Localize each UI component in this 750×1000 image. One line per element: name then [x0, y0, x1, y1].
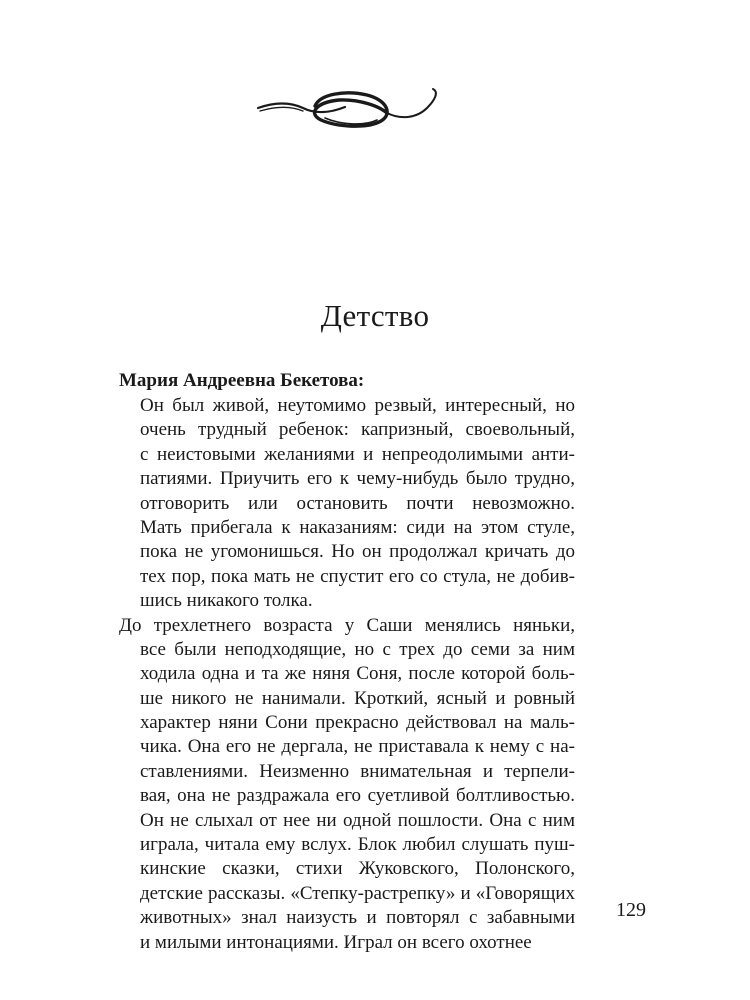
text-line: ше никого не нанимали. Кроткий, ясный и ровный [140, 687, 575, 709]
flourish-ornament-icon [255, 80, 445, 140]
text-line: отговорить или остановить почти невозможно. [140, 492, 575, 514]
text-line: вая, она не раздражала его суетливой болтливостью. [140, 785, 575, 807]
text-line: Он был живой, неутомимо резвый, интересный, но [140, 395, 575, 416]
page-number: 129 [616, 899, 646, 921]
text-line: ходила одна и та же няня Соня, после которой боль- [140, 663, 575, 685]
text-line: чика. Она его не дергала, не приставала к нему с на- [140, 736, 575, 758]
text-line: животных» знал наизусть и повторял с забавными [140, 907, 575, 929]
chapter-title: Детство [320, 298, 430, 333]
text-line: детские рассказы. «Степку-растрепку» и «Говорящих [140, 882, 575, 904]
text-line: кинские сказки, стихи Жуковского, Полонского, [140, 858, 575, 880]
text-line: ставлениями. Неизменно внимательная и терпели- [140, 760, 575, 782]
text-line: очень трудный ребенок: капризный, своевольный, [140, 419, 575, 441]
text-line: играла, читала ему вслух. Блок любил слушать пуш- [140, 834, 575, 856]
text-line: пока не угомонишься. Но он продолжал кричать до [140, 541, 575, 563]
text-line: шись никакого толка. [140, 590, 313, 612]
text-line: все были неподходящие, но с трех до семи за ним [140, 638, 575, 660]
body-text [119, 394, 575, 955]
text-line: патиями. Приучить его к чему-нибудь было трудно, [140, 468, 575, 490]
text-line: Мать прибегала к наказаниям: сиди на этом стуле, [140, 516, 575, 538]
text-line: с неистовыми желаниями и непреодолимыми анти- [140, 443, 575, 465]
text-line: характер няни Сони прекрасно действовал на маль- [140, 712, 575, 734]
text-line: До трехлетнего возраста у Саши менялись няньки, [119, 614, 575, 636]
speaker-name: Мария Андреевна Бекетова: [119, 370, 365, 391]
text-line: и милыми интонациями. Играл он всего охотнее [140, 931, 532, 953]
text-line: Он не слыхал от нее ни одной пошлости. Она с ним [140, 809, 575, 831]
text-line: тех пор, пока мать не спустит его со стула, не добив- [140, 565, 575, 587]
